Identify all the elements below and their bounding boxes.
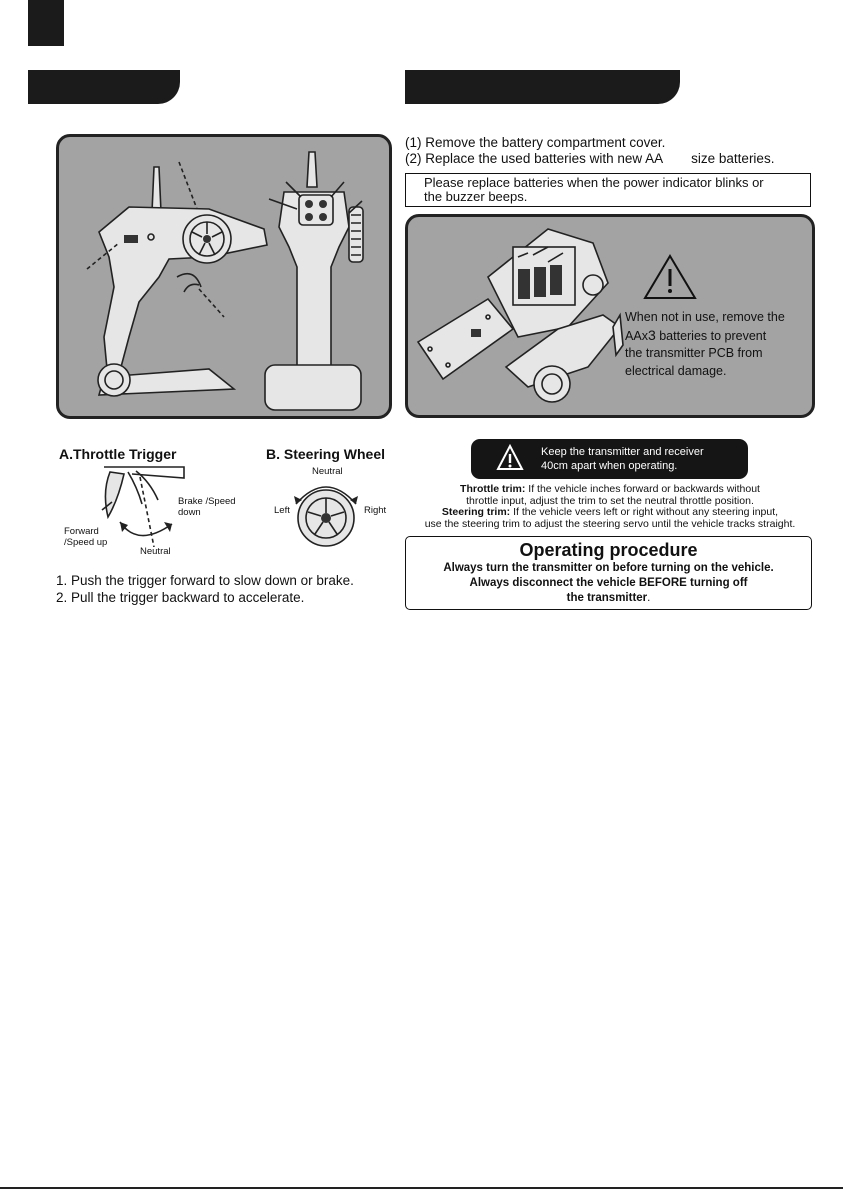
battery-notice-box xyxy=(405,173,811,207)
keep-apart-notice xyxy=(471,439,748,479)
operating-procedure-line-3 xyxy=(406,591,811,606)
operating-procedure-line-3-text: the transmitter xyxy=(566,592,648,604)
trigger-step-2: 2. Pull the trigger backward to accelerate. xyxy=(56,590,305,605)
section-header-tab-left xyxy=(28,70,180,104)
keep-apart-line-2: 40cm apart when operating. xyxy=(541,460,678,472)
throttle-brake-label-2: down xyxy=(178,507,201,518)
throttle-trim-line-1: If the vehicle inches forward or backwards without xyxy=(525,483,760,495)
battery-notice-line-1: Please replace batteries when the power indicator blinks or xyxy=(424,175,764,190)
battery-step-2-suffix: size batteries. xyxy=(691,151,775,166)
steering-trim-title: Steering trim: xyxy=(441,506,511,518)
steering-left-label: Left xyxy=(274,505,290,516)
throttle-forward-label-2: /Speed up xyxy=(64,537,108,548)
throttle-brake-label xyxy=(178,496,236,518)
transmitter-illustration-panel xyxy=(56,134,392,419)
throttle-trim-line-2: throttle input, adjust the trim to set the neutral throttle position. xyxy=(466,494,754,507)
steering-wheel-diagram xyxy=(288,474,364,550)
steering-trim-line-1: If the vehicle veers left or right without any steering input, xyxy=(510,506,779,518)
operating-procedure-line-2: Always disconnect the vehicle BEFORE turning off xyxy=(469,577,748,589)
caution-icon xyxy=(496,444,524,472)
operating-procedure-title: Operating procedure xyxy=(519,540,698,560)
section-header-tab-right xyxy=(405,70,680,104)
throttle-neutral-label: Neutral xyxy=(140,546,171,557)
battery-warning-line-4: electrical damage. xyxy=(625,363,727,378)
steering-trim-line-2: use the steering trim to adjust the steering servo until the vehicle tracks straight. xyxy=(424,517,796,530)
battery-warning-line-3: the transmitter PCB from xyxy=(625,346,763,360)
page-marker xyxy=(28,0,64,46)
battery-warning-line-1: When not in use, remove the xyxy=(625,310,785,324)
battery-warning-count: 3 xyxy=(647,326,656,343)
keep-apart-line-1: Keep the transmitter and receiver xyxy=(541,446,704,458)
battery-illustration-panel xyxy=(405,214,815,418)
steering-neutral-label: Neutral xyxy=(312,466,343,477)
battery-warning-x: x xyxy=(641,328,648,343)
battery-warning-text xyxy=(625,309,805,380)
throttle-trim-text xyxy=(400,484,820,507)
throttle-forward-label xyxy=(64,526,107,548)
battery-warning-line-2 xyxy=(625,327,805,346)
battery-notice-line-2: the buzzer beeps. xyxy=(424,189,528,204)
transmitter-illustration xyxy=(59,137,389,416)
throttle-brake-label-1: Brake /Speed xyxy=(178,496,236,507)
steering-wheel-heading: B. Steering Wheel xyxy=(266,446,386,462)
battery-warning-line-2-rest: batteries to prevent xyxy=(659,328,767,343)
throttle-trim-title: Throttle trim: xyxy=(460,483,526,495)
operating-procedure-box xyxy=(405,536,812,610)
trigger-step-1: 1. Push the trigger forward to slow down or brake. xyxy=(56,573,354,588)
throttle-forward-label-1: Forward xyxy=(64,526,99,537)
steering-trim-text xyxy=(400,507,820,530)
bottom-rule xyxy=(0,1187,843,1189)
steering-right-label: Right xyxy=(364,505,387,516)
battery-step-1: (1) Remove the battery compartment cover. xyxy=(405,135,666,150)
keep-apart-text xyxy=(541,445,704,473)
throttle-trigger-heading: A.Throttle Trigger xyxy=(59,446,177,462)
battery-warning-aa: AA xyxy=(625,328,642,343)
battery-step-2-prefix: (2) Replace the used batteries with new AA xyxy=(405,151,664,166)
operating-procedure-line-1: Always turn the transmitter on before turning on the vehicle. xyxy=(443,562,774,574)
operating-procedure-line-3-end: . xyxy=(647,592,651,604)
battery-step-2 xyxy=(405,151,774,167)
